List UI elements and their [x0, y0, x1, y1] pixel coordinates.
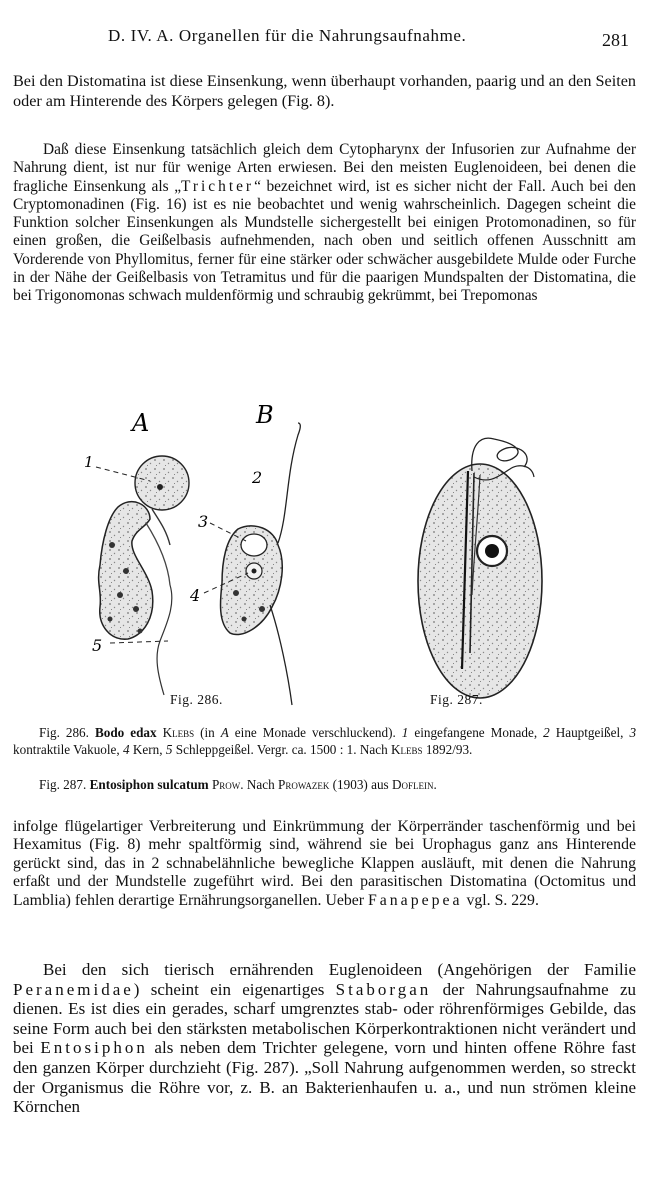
cap287-t1: Nach: [243, 777, 279, 792]
fig286-cell-a: [96, 456, 189, 695]
paragraph-1: Bei den Distomatina ist diese Einsenkung, wenn überhaupt vorhanden, paarig und an den Seiten oder am Hinterende des Körpers gelegen (Fig. 8).: [13, 72, 636, 110]
term-staborgan: Staborgan: [335, 979, 432, 999]
cap286-author2: Klebs: [390, 742, 423, 758]
caption-fig287-species: Entosiphon sulcatum: [89, 777, 209, 792]
cap287-t3: .: [433, 777, 437, 792]
paragraph-4: [13, 960, 636, 1117]
cap286-t5: kontraktile Vakuole,: [13, 742, 123, 758]
cap287-author2: Prowazek: [278, 777, 330, 792]
cap287-author: Prow.: [211, 777, 244, 792]
cap286-n1: 1: [401, 725, 409, 740]
label-a: A: [132, 409, 150, 437]
label-num-2: 2: [252, 468, 263, 487]
page-number: 281: [602, 30, 629, 50]
caption-fig286-author: Klebs: [162, 725, 195, 740]
label-b: B: [256, 401, 274, 429]
term-entosiphon: Entosiphon: [40, 1038, 148, 1058]
term-peranemidae: Peranemidae: [13, 979, 134, 999]
label-num-1: 1: [84, 453, 94, 471]
label-num-5: 5: [92, 636, 103, 655]
paragraph-2: [13, 141, 636, 306]
cap286-t1: (in: [194, 725, 221, 740]
fig287-label: Fig. 287.: [430, 692, 483, 707]
label-num-4: 4: [190, 586, 201, 605]
caption-fig287-label: Fig. 287.: [39, 777, 87, 792]
p2-text-a: Daß diese Einsenkung tatsächlich gleich dem Cytopharynx der Infusorien zur Aufnahme der Nahrung dient, ist nur für wenige Arten erwiesen. Bei den meisten Euglenoideen, bei denen die fragliche Einsenkung als „: [13, 141, 636, 195]
term-fanapepea: Fanapepea: [367, 891, 463, 909]
cap287-t2: (1903) aus: [329, 777, 392, 792]
cap286-t8: 1892/93.: [422, 742, 473, 758]
cap286-n3: 3: [629, 725, 637, 740]
paragraph-3: [13, 818, 636, 910]
p4-text-g: als neben dem Trichter gelegene, vorn und hinten offene Röhre fast den ganzen Körper durchzieht (Fig. 287). „Soll Nahrung aufgenommen werden, so streckt der Organismus die Röhre vor, z. B. an Bakterienhaufen u. a., und nun strömen kleine Körnchen: [13, 1038, 636, 1117]
cap286-n4: 4: [123, 742, 130, 758]
cap286-t1i: A: [220, 725, 229, 740]
fig286-cell-b: [204, 423, 300, 705]
p4-text-c: ) scheint ein eigenartiges: [133, 979, 336, 999]
figure-illustrations: [0, 395, 649, 715]
p3-text-c: vgl. S. 229.: [462, 891, 539, 909]
figures-area: [0, 395, 649, 715]
caption-fig286-label: Fig. 286.: [39, 725, 89, 740]
term-trichter: Trichter: [181, 177, 255, 195]
running-header: [0, 26, 649, 50]
p4-text-a: Bei den sich tierisch ernährenden Euglenoideen (Angehörigen der Familie: [43, 960, 636, 979]
p4-text-e: der Nahrungsaufnahme zu dienen. Es ist dies ein gerades, scharf umgrenztes stab- oder röhrenförmiges Gebilde, das seine Form auch bei den stärksten metabolischen Körperkontraktionen nicht verändert und bei: [13, 979, 637, 1058]
label-num-3: 3: [198, 512, 209, 531]
fig286-label: Fig. 286.: [170, 692, 223, 707]
caption-fig286-species: Bodo edax: [94, 725, 157, 740]
p3-text-a: infolge flügelartiger Verbreiterung und Einkrümmung der Körperränder taschenförmig und bei Hexamitus (Fig. 8) mehr spaltförmig sind, während sie bei Urophagus ganz ans Hinterende gerückt sind, das in 2 schnabelähnliche bewegliche Klappen ausläuft, mit denen die Nahrung erfaßt und der Mundstelle zugeführt wird. Bei den parasitischen Distomatina (Octomitus und Lamblia) fehlen derartige Ernährungsorganellen. Ueber: [13, 818, 636, 909]
cap286-t6: Kern,: [129, 742, 166, 758]
fig287-entosiphon: [418, 438, 542, 698]
cap286-t2: eine Monade verschluckend).: [228, 725, 402, 740]
header-title: D. IV. A. Organellen für die Nahrungsaufnahme.: [108, 26, 467, 45]
p2-text-c: “ bezeichnet wird, ist es sicher nicht der Fall. Auch bei den Cryptomonadinen (Fig. 16) ist es nie beobachtet und wenig wahrscheinlich. Dagegen scheint die Funktion solcher Einsenkungen als Mundstelle sichergestellt bei einigen Protomonadinen, so für einen großen, die Geißelbasis aufnehmenden, nach oben und seitlich offenen Ausschnitt am Vorderende von Phyllomitus, ferner für eine stärker oder schwächer ausgebildete Mulde oder Furche in der Nähe der Geißelbasis von Tetramitus und für die paarigen Mundspalten der Distomatina, die bei Trigonomonas schwach muldenförmig und schraubig gekrümmt, bei Trepomonas: [13, 177, 636, 305]
cap287-author3: Doflein: [391, 777, 434, 792]
cap286-n5: 5: [165, 742, 173, 758]
caption-fig286: [13, 724, 636, 758]
cap286-n2: 2: [543, 725, 550, 740]
cap286-t7: Schleppgeißel. Vergr. ca. 1500 : 1. Nach: [172, 742, 391, 758]
contractile-vacuole: [241, 534, 267, 556]
caption-fig287: [13, 776, 636, 793]
captured-monad: [135, 456, 189, 510]
cap286-t4: Hauptgeißel,: [549, 725, 630, 740]
cap286-t3: eingefangene Monade,: [408, 725, 544, 740]
